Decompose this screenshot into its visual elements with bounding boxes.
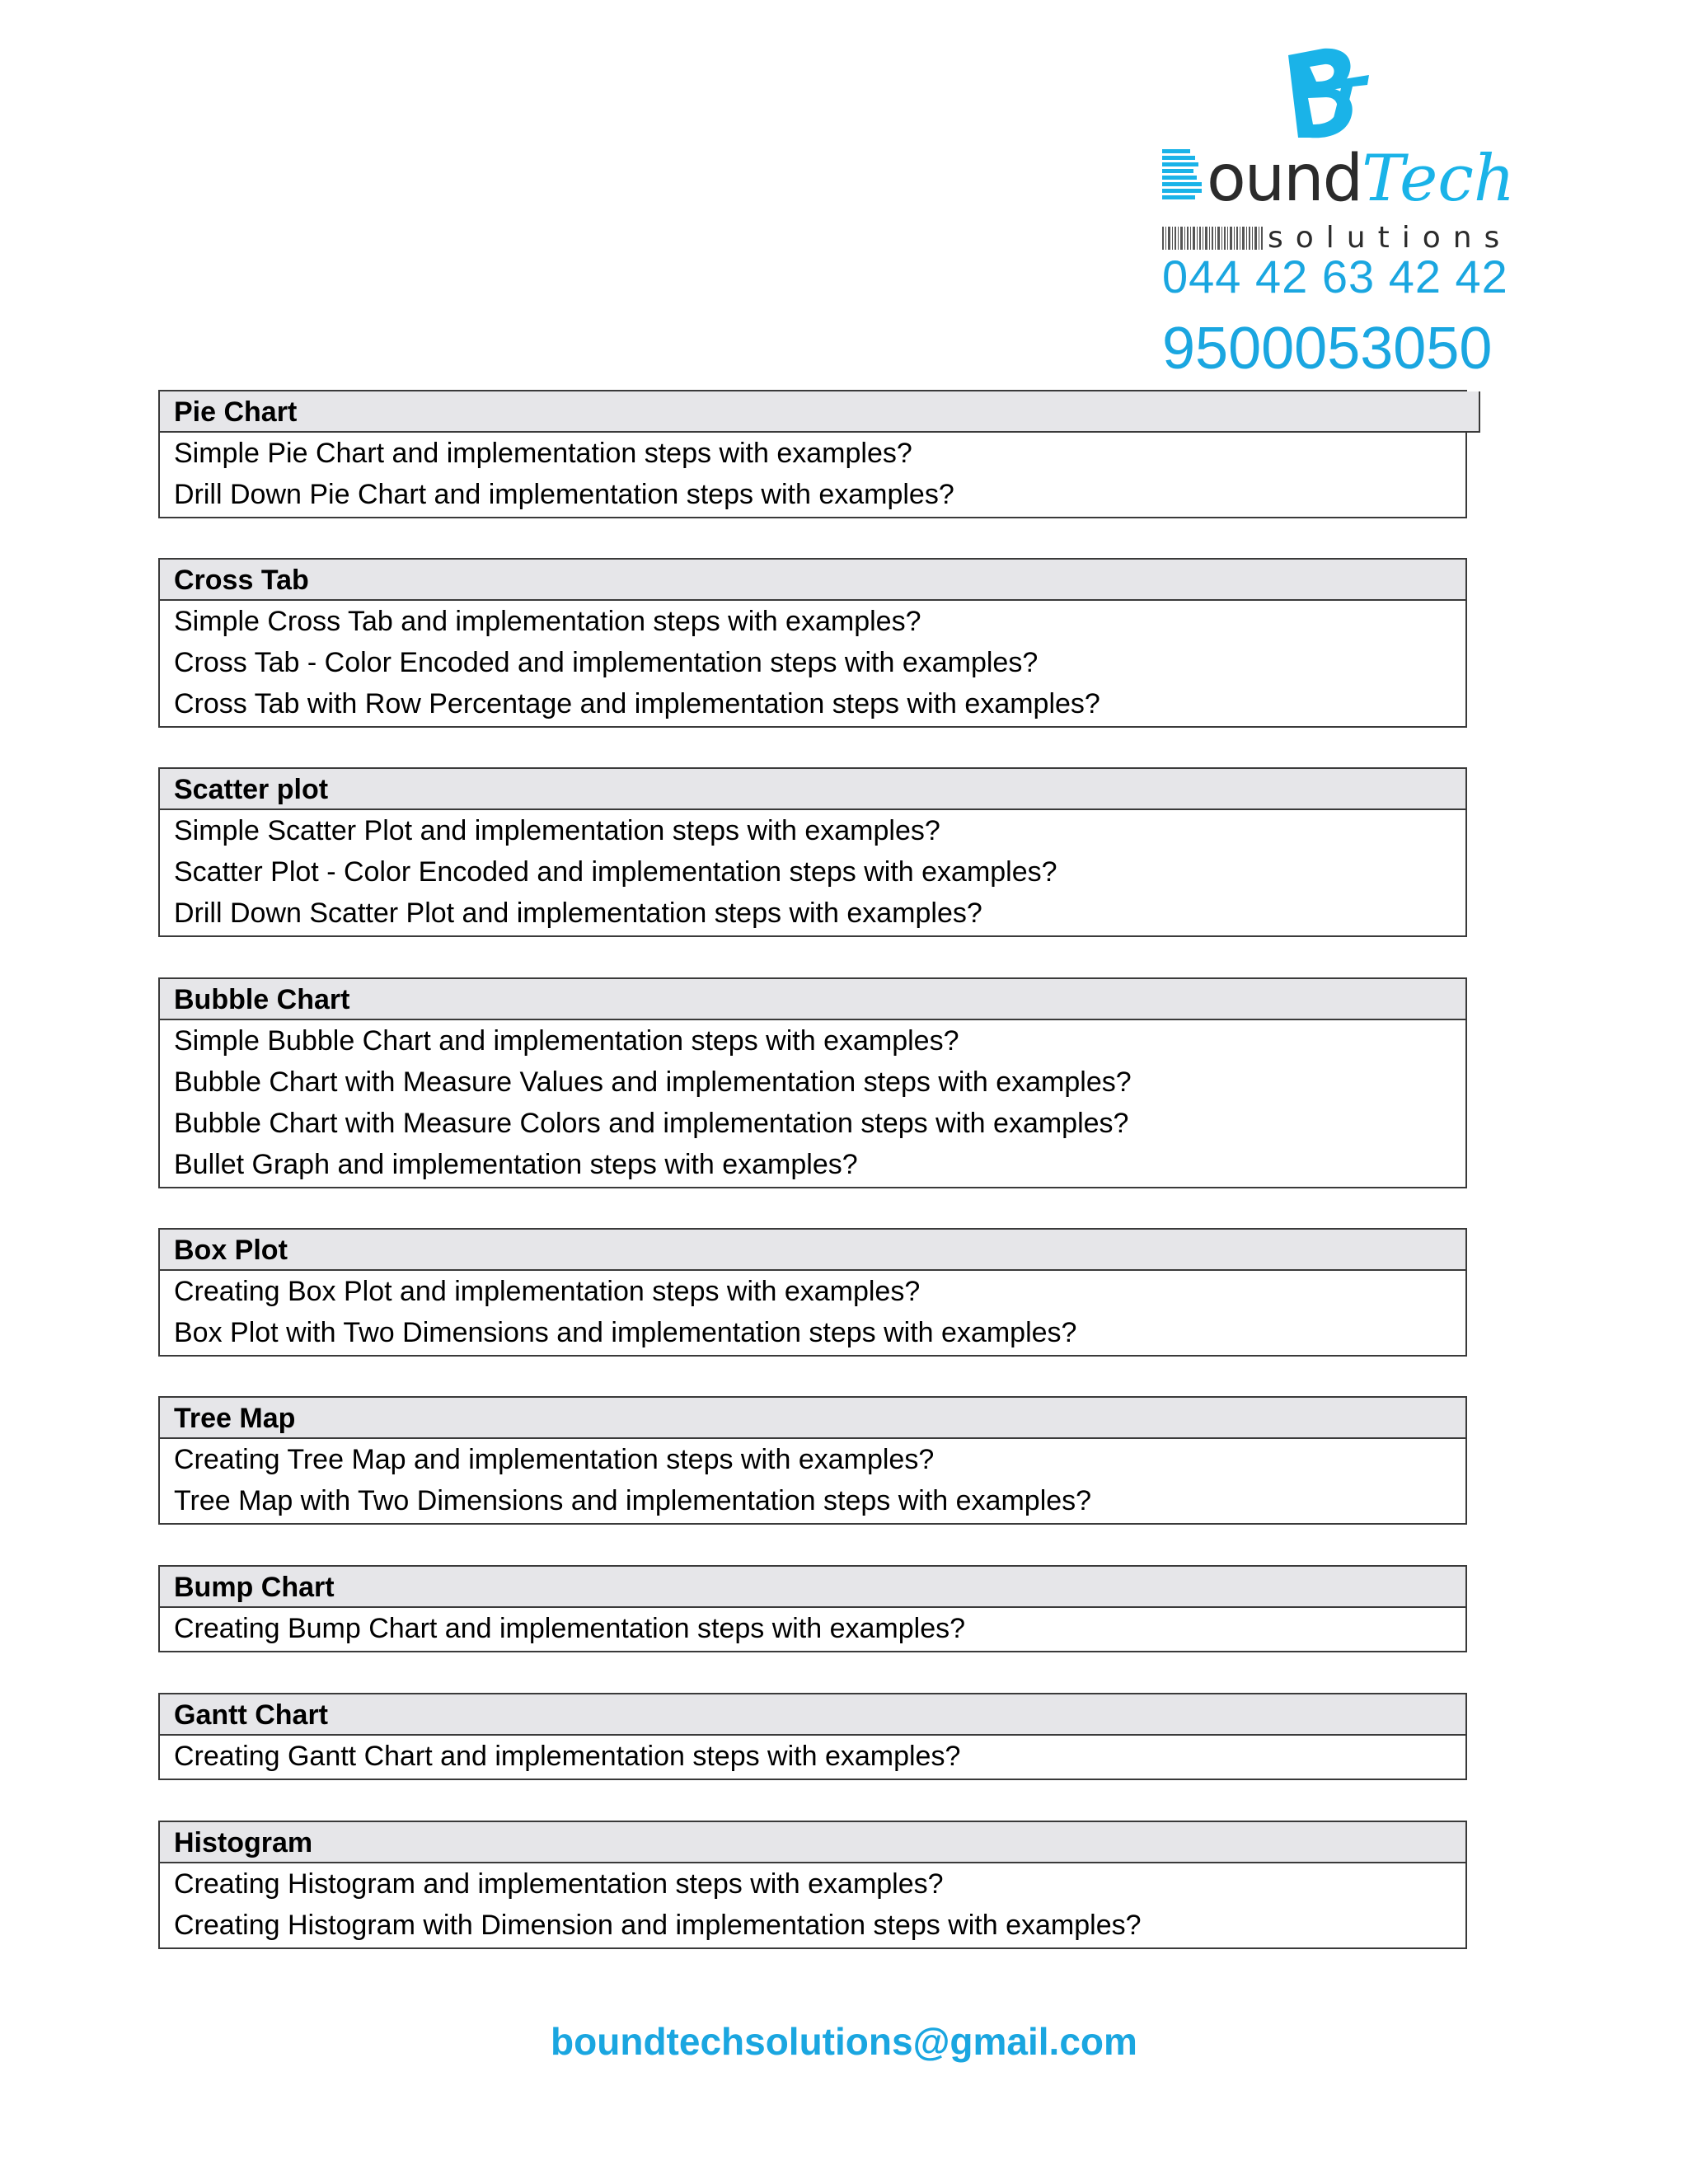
section-title: Tree Map (160, 1398, 1465, 1439)
list-item: Cross Tab - Color Encoded and implementation steps with examples? (174, 647, 1039, 678)
brand-name-bound: ound (1207, 142, 1362, 216)
list-item: Creating Gantt Chart and implementation steps with examples? (174, 1741, 961, 1772)
list-item: Bullet Graph and implementation steps with examples? (174, 1149, 858, 1180)
list-item: Creating Bump Chart and implementation steps with examples? (174, 1613, 966, 1644)
section-title: Box Plot (160, 1230, 1465, 1271)
section-scatter-plot (158, 767, 1467, 937)
section-gantt-chart (158, 1693, 1467, 1780)
list-item: Drill Down Scatter Plot and implementation steps with examples? (174, 898, 982, 929)
section-tree-map (158, 1396, 1467, 1525)
section-bump-chart (158, 1565, 1467, 1652)
list-item: Creating Histogram and implementation steps with examples? (174, 1868, 944, 1900)
contact-email: boundtechsolutions@gmail.com (551, 2020, 1137, 2063)
section-cross-tab (158, 558, 1467, 728)
list-item: Creating Box Plot and implementation steps with examples? (174, 1276, 921, 1307)
section-title: Cross Tab (160, 560, 1465, 601)
list-item: Simple Pie Chart and implementation steps with examples? (174, 438, 912, 469)
section-title: Bump Chart (160, 1567, 1465, 1608)
list-item: Simple Bubble Chart and implementation steps with examples? (174, 1025, 959, 1057)
list-item: Simple Scatter Plot and implementation steps with examples? (174, 815, 940, 846)
section-box-plot (158, 1228, 1467, 1357)
list-item: Creating Histogram with Dimension and implementation steps with examples? (174, 1910, 1142, 1941)
list-item: Box Plot with Two Dimensions and implementation steps with examples? (174, 1317, 1077, 1348)
list-item: Scatter Plot - Color Encoded and implementation steps with examples? (174, 856, 1057, 888)
list-item: Bubble Chart with Measure Colors and implementation steps with examples? (174, 1108, 1129, 1139)
list-item: Drill Down Pie Chart and implementation steps with examples? (174, 479, 954, 510)
list-item: Creating Tree Map and implementation steps with examples? (174, 1444, 935, 1475)
section-title: Scatter plot (160, 769, 1465, 810)
section-title: Histogram (160, 1822, 1465, 1863)
phone-mobile: 9500053050 (1162, 316, 1493, 382)
list-item: Tree Map with Two Dimensions and implementation steps with examples? (174, 1485, 1092, 1516)
brand-name-tech: Tech (1362, 142, 1516, 216)
section-bubble-chart (158, 977, 1467, 1188)
list-item: Simple Cross Tab and implementation steps with examples? (174, 606, 921, 637)
section-title: Bubble Chart (160, 979, 1465, 1020)
section-histogram (158, 1821, 1467, 1949)
phone-landline: 044 42 63 42 42 (1162, 251, 1508, 302)
section-title: Pie Chart (160, 391, 1480, 433)
section-title: Gantt Chart (160, 1694, 1465, 1736)
brand-solutions-text: solutions (1268, 221, 1512, 255)
section-pie-chart (158, 390, 1467, 518)
list-item: Cross Tab with Row Percentage and implementation steps with examples? (174, 688, 1100, 719)
list-item: Bubble Chart with Measure Values and implementation steps with examples? (174, 1066, 1132, 1098)
